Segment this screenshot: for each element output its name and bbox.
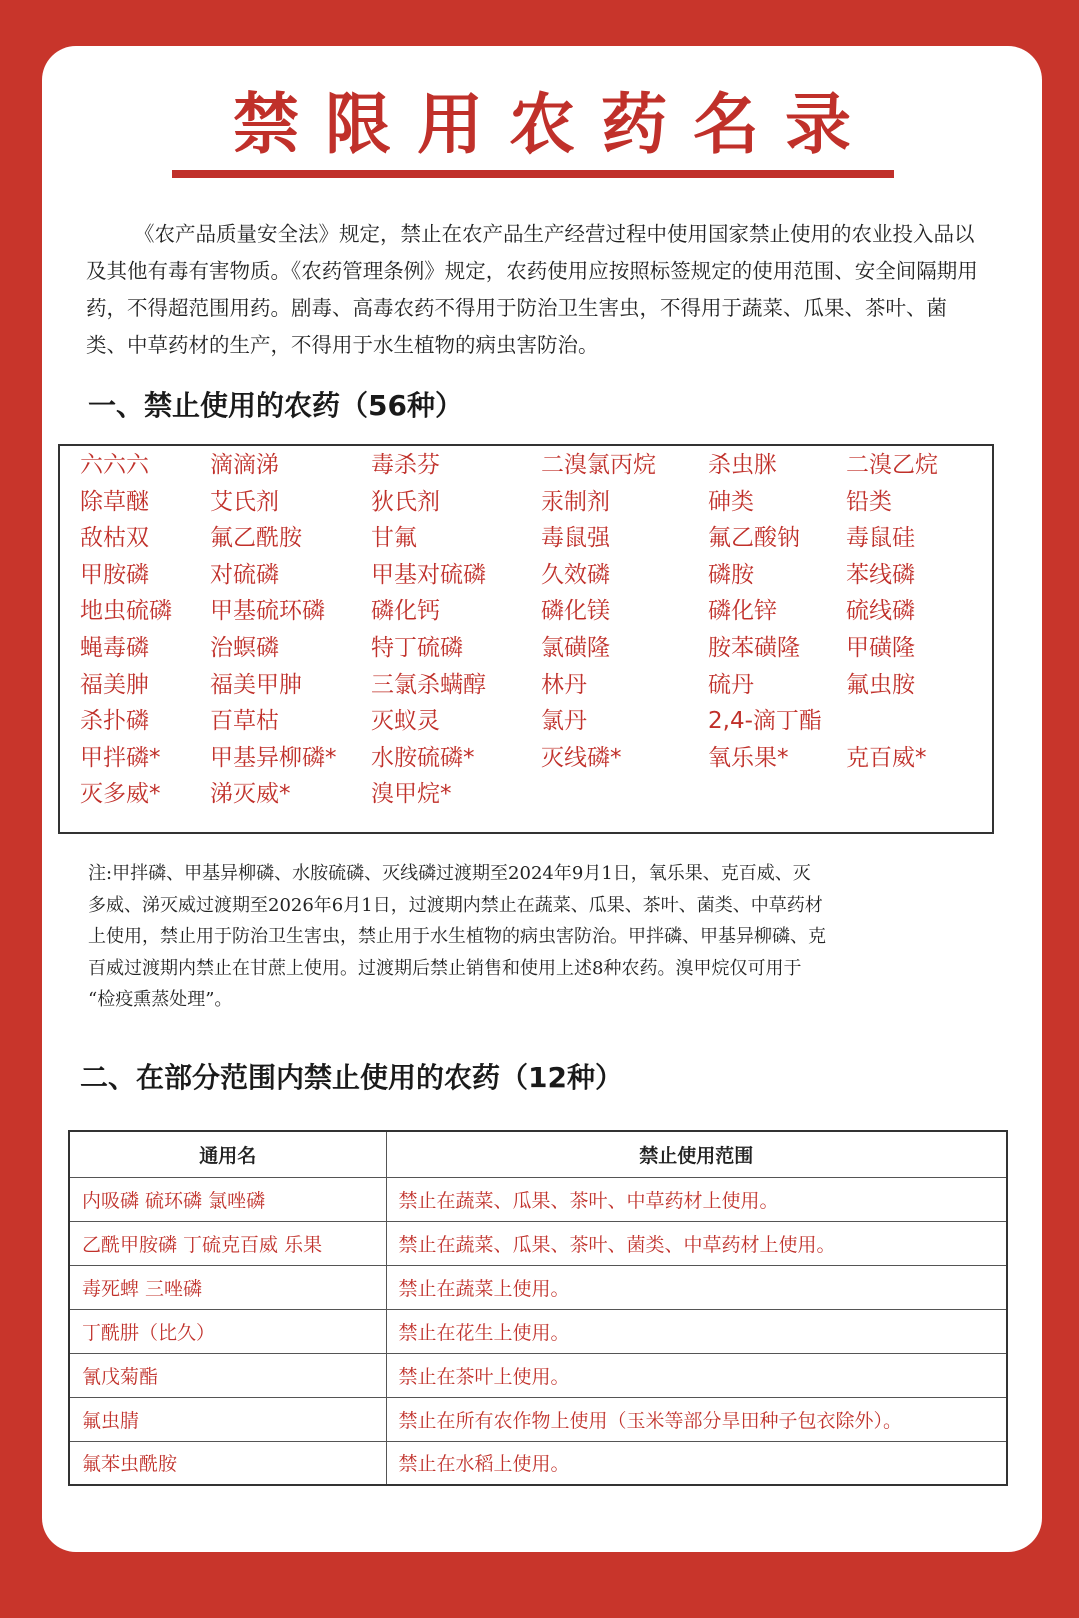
pesticide-name-cell: 毒死蜱 三唑磷	[69, 1265, 386, 1309]
transition-note	[88, 858, 968, 1016]
banned-pesticide: 氟乙酸钠	[708, 525, 800, 552]
column-header-name: 通用名	[69, 1131, 386, 1177]
banned-pesticide: 敌枯双	[80, 525, 149, 552]
table-row	[69, 1353, 1007, 1397]
table-row	[69, 1441, 1007, 1485]
banned-pesticide: 治螟磷	[210, 635, 279, 661]
banned-pesticide: 林丹	[541, 671, 587, 698]
prohibited-scope-cell: 禁止在花生上使用。	[386, 1309, 1007, 1353]
banned-pesticide: 二溴氯丙烷	[541, 452, 656, 478]
banned-pesticide: 杀虫脒	[708, 452, 777, 478]
banned-pesticide: 毒杀芬	[371, 452, 440, 478]
table-row	[69, 1177, 1007, 1221]
banned-pesticide: 三氯杀螨醇	[371, 671, 486, 698]
pesticide-name-cell: 氟苯虫酰胺	[69, 1441, 386, 1485]
banned-pesticide: 甲拌磷*	[80, 744, 161, 771]
banned-pesticide: 灭多威*	[80, 781, 161, 808]
pesticide-name-cell: 氰戊菊酯	[69, 1353, 386, 1397]
banned-pesticide: 对硫磷	[210, 561, 279, 588]
banned-pesticide: 胺苯磺隆	[708, 635, 800, 661]
note-line: 注:甲拌磷、甲基异柳磷、水胺硫磷、灭线磷过渡期至2024年9月1日，氧乐果、克百威、灭	[88, 863, 811, 884]
banned-pesticide: 溴甲烷*	[371, 781, 452, 808]
restricted-pesticides-table	[68, 1130, 1008, 1486]
table-row	[69, 1221, 1007, 1265]
banned-pesticide: 甲磺隆	[846, 635, 915, 661]
table-row	[69, 1309, 1007, 1353]
banned-pesticide: 狄氏剂	[371, 488, 440, 515]
banned-pesticide: 杀扑磷	[80, 708, 149, 735]
banned-pesticide: 二溴乙烷	[846, 452, 938, 478]
prohibited-scope-cell: 禁止在茶叶上使用。	[386, 1353, 1007, 1397]
page-title: 禁限用农药名录	[233, 85, 877, 163]
banned-pesticide: 除草醚	[80, 488, 149, 515]
note-line: 上使用，禁止用于防治卫生害虫，禁止用于水生植物的病虫害防治。甲拌磷、甲基异柳磷、克	[88, 926, 826, 947]
banned-pesticide: 六六六	[80, 452, 149, 478]
banned-pesticides-grid	[58, 444, 994, 834]
section1-heading: 一、禁止使用的农药（56种）	[88, 389, 463, 422]
banned-pesticide: 水胺硫磷*	[371, 744, 475, 771]
prohibited-scope-cell: 禁止在蔬菜、瓜果、茶叶、中草药材上使用。	[386, 1177, 1007, 1221]
table-row	[69, 1265, 1007, 1309]
banned-pesticide: 毒鼠硅	[846, 525, 915, 552]
banned-pesticide: 氯磺隆	[541, 635, 610, 661]
note-line: “检疫熏蒸处理”。	[88, 989, 233, 1010]
banned-pesticide: 甲胺磷	[80, 561, 149, 588]
pesticide-name-cell: 内吸磷 硫环磷 氯唑磷	[69, 1177, 386, 1221]
banned-pesticide: 甲基硫环磷	[210, 598, 325, 625]
section2-heading: 二、在部分范围内禁止使用的农药（12种）	[80, 1061, 623, 1094]
prohibited-scope-cell: 禁止在蔬菜、瓜果、茶叶、菌类、中草药材上使用。	[386, 1221, 1007, 1265]
banned-pesticide: 铅类	[846, 488, 892, 515]
note-line: 多威、涕灭威过渡期至2026年6月1日，过渡期内禁止在蔬菜、瓜果、茶叶、菌类、中草药材	[88, 894, 823, 916]
banned-pesticide: 磷化镁	[541, 598, 610, 625]
banned-pesticide: 磷化锌	[708, 598, 777, 625]
banned-pesticide: 灭线磷*	[541, 744, 622, 771]
content-card	[42, 46, 1042, 1552]
banned-pesticide: 甘氟	[371, 525, 417, 552]
note-line: 百威过渡期内禁止在甘蔗上使用。过渡期后禁止销售和使用上述8种农药。溴甲烷仅可用于	[88, 957, 802, 979]
banned-pesticide: 福美胂	[80, 671, 149, 698]
banned-pesticide: 灭蚁灵	[371, 708, 440, 735]
banned-pesticide: 甲基异柳磷*	[210, 744, 337, 771]
intro-text: 《农产品质量安全法》规定，禁止在农产品生产经营过程中使用国家禁止使用的农业投入品以及其他有毒有害物质。《农药管理条例》规定，农药使用应按照标签规定的使用范围、安全间隔期用药，不得超范围用药。剧毒、高毒农药不得用于防治卫生害虫，不得用于蔬菜、瓜果、茶叶、菌类、中草药材的生产，不得用于水生植物的病虫害防治。	[86, 222, 978, 357]
banned-pesticide: 磷化钙	[371, 598, 440, 625]
banned-pesticide: 滴滴涕	[210, 452, 279, 478]
banned-pesticide: 氟乙酰胺	[210, 525, 302, 552]
banned-pesticide: 氧乐果*	[708, 744, 789, 771]
table-row	[69, 1397, 1007, 1441]
banned-pesticide: 硫线磷	[846, 598, 915, 625]
pesticide-name-cell: 乙酰甲胺磷 丁硫克百威 乐果	[69, 1221, 386, 1265]
title-underline	[172, 170, 894, 178]
prohibited-scope-cell: 禁止在蔬菜上使用。	[386, 1265, 1007, 1309]
banned-pesticide: 蝇毒磷	[80, 635, 149, 661]
banned-pesticide: 福美甲胂	[210, 671, 302, 698]
prohibited-scope-cell: 禁止在所有农作物上使用（玉米等部分旱田种子包衣除外）。	[386, 1397, 1007, 1441]
table-header-row	[69, 1131, 1007, 1177]
banned-pesticide: 百草枯	[210, 708, 279, 735]
banned-pesticide: 汞制剂	[541, 488, 610, 515]
banned-pesticide: 久效磷	[541, 561, 610, 588]
pesticide-name-cell: 氟虫腈	[69, 1397, 386, 1441]
banned-pesticide: 甲基对硫磷	[371, 561, 486, 588]
prohibited-scope-cell: 禁止在水稻上使用。	[386, 1441, 1007, 1485]
banned-pesticide: 苯线磷	[846, 561, 915, 588]
pesticide-name-cell: 丁酰肼（比久）	[69, 1309, 386, 1353]
banned-pesticide: 克百威*	[846, 744, 927, 771]
banned-pesticide: 毒鼠强	[541, 525, 610, 552]
banned-pesticide: 硫丹	[708, 671, 754, 698]
banned-pesticide: 2,4-滴丁酯	[708, 708, 822, 735]
banned-pesticide: 艾氏剂	[210, 488, 279, 515]
banned-pesticide: 氟虫胺	[846, 671, 915, 698]
intro-paragraph	[86, 216, 986, 364]
banned-pesticide: 特丁硫磷	[371, 635, 463, 661]
banned-pesticide: 涕灭威*	[210, 781, 291, 808]
banned-pesticide: 砷类	[708, 488, 754, 515]
banned-pesticide: 磷胺	[708, 561, 754, 588]
banned-pesticide: 氯丹	[541, 708, 587, 735]
banned-pesticide: 地虫硫磷	[80, 598, 172, 625]
column-header-scope: 禁止使用范围	[386, 1131, 1007, 1177]
